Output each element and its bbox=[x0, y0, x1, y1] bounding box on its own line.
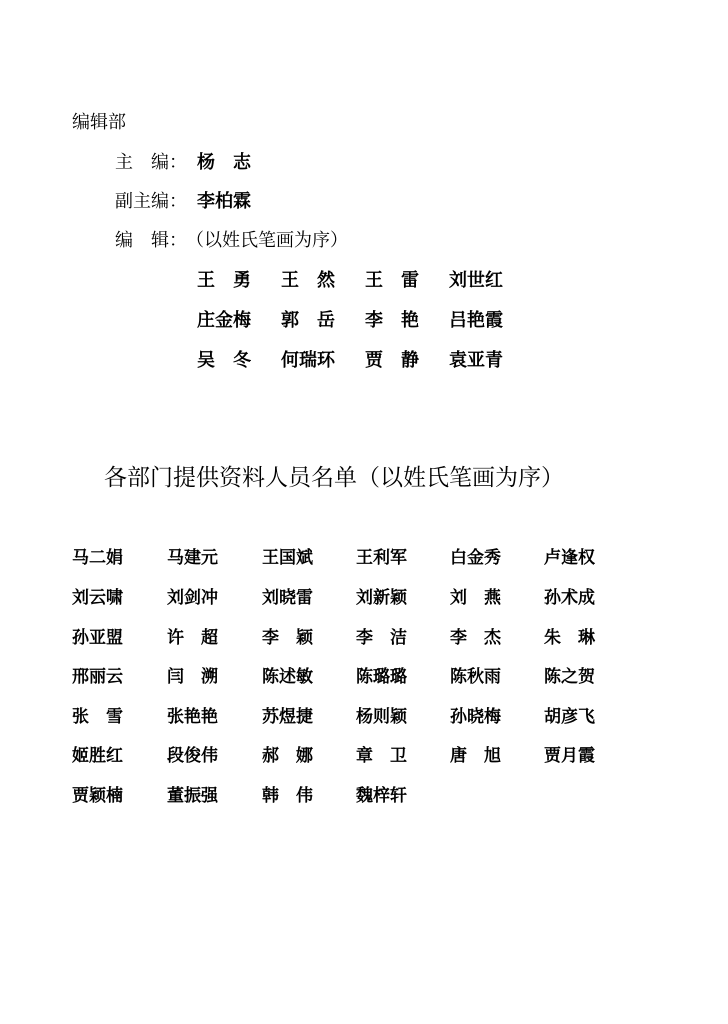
contributor-name: 刘 燕 bbox=[450, 588, 501, 608]
contributor-name: 苏煜捷 bbox=[262, 707, 313, 727]
chief-editor-name: 杨 志 bbox=[197, 152, 251, 173]
contributor-name: 张艳艳 bbox=[167, 707, 218, 727]
contributor-name: 陈述敏 bbox=[262, 667, 313, 687]
contributor-name: 章 卫 bbox=[356, 746, 407, 766]
contributor-name: 董振强 bbox=[167, 786, 218, 806]
contributor-name: 杨则颖 bbox=[356, 707, 407, 727]
contributor-name: 段俊伟 bbox=[167, 746, 218, 766]
editor-name: 袁亚青 bbox=[449, 350, 503, 371]
editors-order-note: （以姓氏笔画为序） bbox=[186, 230, 348, 251]
contributor-name: 卢逢权 bbox=[544, 548, 595, 568]
contributor-name: 朱 琳 bbox=[544, 628, 595, 648]
editor-name: 王 然 bbox=[281, 270, 335, 291]
contributor-name: 王利军 bbox=[356, 548, 407, 568]
contributor-name: 闫 溯 bbox=[167, 667, 218, 687]
contributor-name: 刘新颖 bbox=[356, 588, 407, 608]
editor-name: 贾 静 bbox=[365, 350, 419, 371]
contributor-name: 唐 旭 bbox=[450, 746, 501, 766]
contributor-name: 李 杰 bbox=[450, 628, 501, 648]
editor-name: 何瑞环 bbox=[281, 350, 335, 371]
contributor-name: 韩 伟 bbox=[262, 786, 313, 806]
contributor-name: 王国斌 bbox=[262, 548, 313, 568]
editor-name: 庄金梅 bbox=[197, 310, 251, 331]
contributor-name: 张 雪 bbox=[72, 707, 123, 727]
contributor-name: 陈之贺 bbox=[544, 667, 595, 687]
contributor-name: 姬胜红 bbox=[72, 746, 123, 766]
contributor-name: 马二娟 bbox=[72, 548, 123, 568]
editor-name: 刘世红 bbox=[449, 270, 503, 291]
contributor-name: 李 颖 bbox=[262, 628, 313, 648]
chief-editor-label: 主 编： bbox=[115, 152, 187, 173]
contributor-name: 贾颖楠 bbox=[72, 786, 123, 806]
contributor-name: 胡彦飞 bbox=[544, 707, 595, 727]
contributor-name: 孙晓梅 bbox=[450, 707, 501, 727]
contributor-name: 孙术成 bbox=[544, 588, 595, 608]
contributor-name: 李 洁 bbox=[356, 628, 407, 648]
contributor-name: 郝 娜 bbox=[262, 746, 313, 766]
contributor-name: 魏梓轩 bbox=[356, 786, 407, 806]
editor-name: 郭 岳 bbox=[281, 310, 335, 331]
editor-name: 李 艳 bbox=[365, 310, 419, 331]
contributor-name: 孙亚盟 bbox=[72, 628, 123, 648]
contributor-name: 邢丽云 bbox=[72, 667, 123, 687]
contributor-name: 白金秀 bbox=[450, 548, 501, 568]
contributor-name: 马建元 bbox=[167, 548, 218, 568]
contributor-name: 贾月霞 bbox=[544, 746, 595, 766]
contributor-name: 刘剑冲 bbox=[167, 588, 218, 608]
contributor-name: 刘云啸 bbox=[72, 588, 123, 608]
editor-name: 王 雷 bbox=[365, 270, 419, 291]
editor-name: 王 勇 bbox=[197, 270, 251, 291]
contributor-name: 陈璐璐 bbox=[356, 667, 407, 687]
editorial-heading: 编辑部 bbox=[72, 112, 126, 133]
editor-name: 吕艳霞 bbox=[449, 310, 503, 331]
editor-name: 吴 冬 bbox=[197, 350, 251, 371]
contributor-name: 陈秋雨 bbox=[450, 667, 501, 687]
contributors-title: 各部门提供资料人员名单（以姓氏笔画为序） bbox=[104, 465, 564, 491]
contributor-name: 许 超 bbox=[167, 628, 218, 648]
contributor-name: 刘晓雷 bbox=[262, 588, 313, 608]
editors-label: 编 辑： bbox=[115, 230, 187, 251]
deputy-editor-name: 李柏霖 bbox=[197, 191, 251, 212]
deputy-editor-label: 副主编： bbox=[115, 191, 187, 212]
